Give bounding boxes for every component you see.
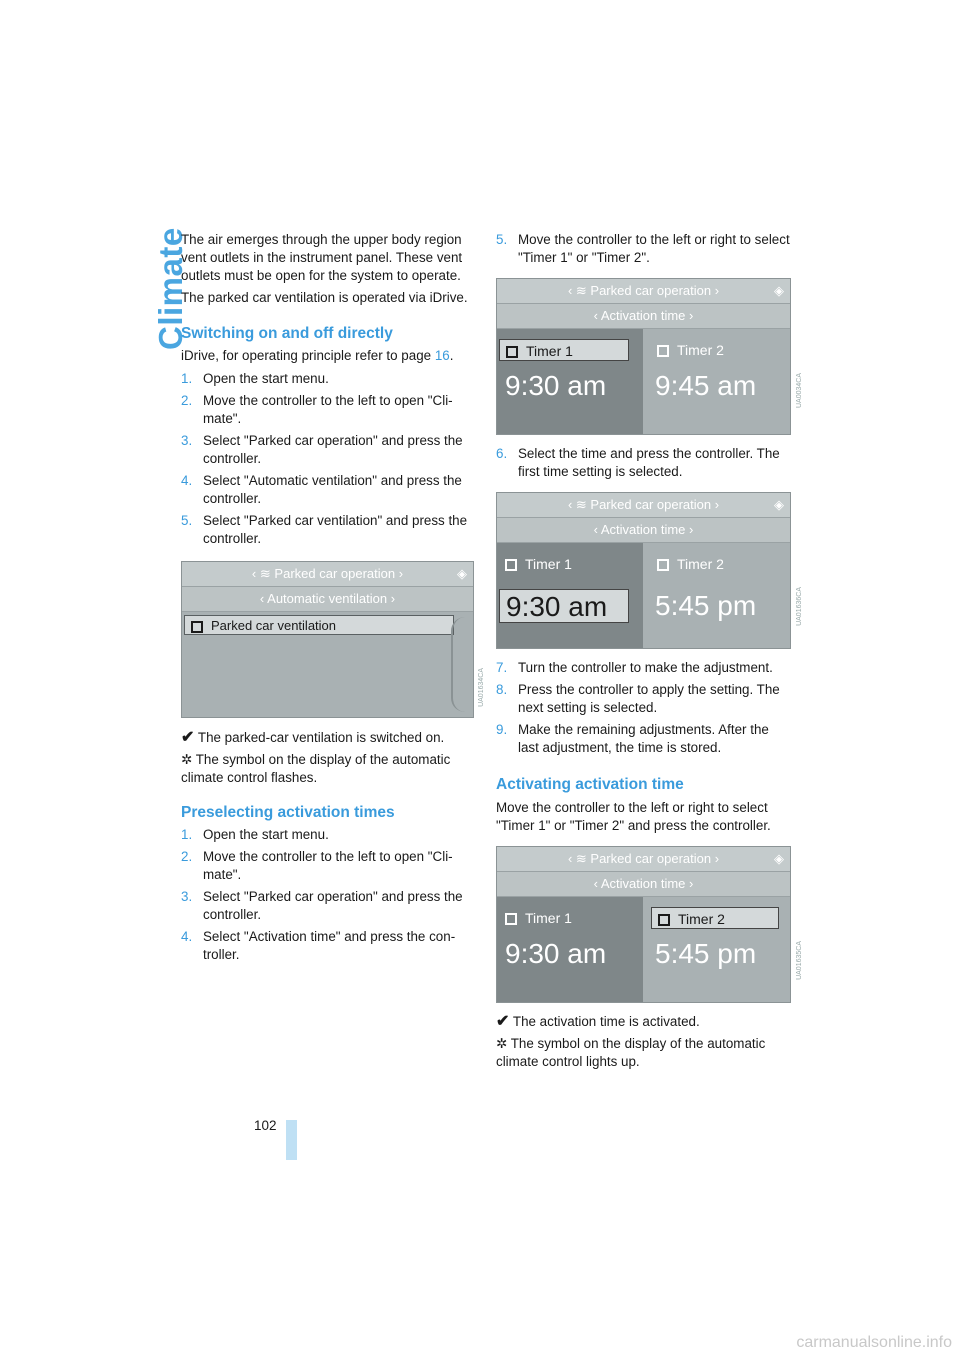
timer1-label[interactable]: Timer 1	[499, 553, 629, 575]
timer2-label[interactable]: Timer 2	[651, 907, 779, 929]
page-reference: iDrive, for operating principle refer to page 16.	[181, 348, 454, 363]
step-number: 4.	[181, 929, 193, 944]
step-text: Move the controller to the left or right to select "Timer 1" or "Timer 2".	[518, 232, 790, 265]
step-item	[181, 472, 473, 508]
step-text: Select the time and press the controller. The first time setting is selected.	[518, 446, 780, 479]
step-number: 3.	[181, 433, 193, 448]
step-number: 1.	[181, 827, 193, 842]
step-number: 5.	[496, 232, 508, 247]
step-number: 5.	[181, 513, 193, 528]
intro-paragraph: The air emerges through the upper body region vent outlets in the instrument panel. These vent outlets must be open for the system to operate.	[181, 232, 463, 283]
step-text: Select "Parked car operation" and press the controller.	[203, 433, 463, 466]
step-item	[181, 826, 473, 844]
step-item	[496, 681, 790, 717]
fan-symbol-icon: ✲	[181, 752, 193, 767]
menu-title: Parked car operation	[590, 497, 712, 512]
page-number: 102	[254, 1118, 277, 1133]
submenu-bar: ‹ Activation time ›	[497, 304, 790, 329]
note-symbol-flashes: ✲ The symbol on the display of the automatic climate control flashes.	[181, 752, 451, 785]
step-text: Select "Parked car operation" and press the controller.	[203, 889, 463, 922]
chevron-left-icon: ‹	[567, 851, 576, 866]
page-marker-bar	[286, 1120, 297, 1160]
chevron-left-icon: ‹	[567, 497, 576, 512]
timer1-label[interactable]: Timer 1	[499, 907, 629, 929]
image-code: UA01635CA	[796, 941, 803, 980]
step-number: 6.	[496, 446, 508, 461]
chevron-left-icon: ‹	[251, 566, 257, 581]
step-number: 9.	[496, 722, 508, 737]
checkbox-icon	[657, 559, 669, 571]
submenu-bar: ‹ Activation time ›	[497, 518, 790, 543]
activating-paragraph: Move the controller to the left or right to select "Timer 1" or "Timer 2" and press the controller.	[496, 800, 771, 833]
menu-bar	[182, 562, 473, 587]
step-number: 7.	[496, 660, 508, 675]
menu-item-parked-car-ventilation[interactable]: Parked car ventilation	[184, 615, 454, 635]
step-number: 2.	[181, 393, 193, 408]
scroll-arc	[451, 617, 465, 712]
chevron-right-icon: ›	[711, 497, 720, 512]
step-item	[181, 848, 473, 884]
step-number: 3.	[181, 889, 193, 904]
step-text: Move the controller to the left to open "Cli-mate".	[203, 849, 453, 882]
checkbox-icon	[505, 913, 517, 925]
chevron-right-icon: ›	[711, 851, 720, 866]
timer2-label[interactable]: Timer 2	[651, 339, 779, 361]
step-item	[181, 392, 473, 428]
controller-icon: ◈	[457, 566, 467, 581]
menu-title: Parked car operation	[274, 566, 396, 581]
section-title: Climate	[152, 227, 189, 350]
note-activated: ✔ The activation time is activated.	[496, 1013, 700, 1030]
watermark: carmanualsonline.info	[796, 1334, 952, 1351]
heading-switching: Switching on and off directly	[181, 325, 393, 342]
step-text: Press the controller to apply the setting. The next setting is selected.	[518, 682, 780, 715]
controller-icon: ◈	[774, 851, 784, 866]
submenu-bar: ‹ Activation time ›	[497, 872, 790, 897]
timer1-time[interactable]: 9:30 am	[499, 589, 629, 623]
step-text: Make the remaining adjustments. After the last adjustment, the time is stored.	[518, 722, 769, 755]
image-code: UA01636CA	[796, 587, 803, 626]
step-text: Turn the controller to make the adjustment.	[518, 660, 773, 675]
step-item	[181, 512, 473, 548]
fan-icon: ≋	[259, 566, 271, 581]
timer1-label[interactable]: Timer 1	[499, 339, 629, 361]
timer2-time[interactable]: 5:45 pm	[655, 590, 757, 621]
fan-symbol-icon: ✲	[496, 1036, 508, 1051]
intro-paragraph-2: The parked car ventilation is operated via iDrive.	[181, 290, 468, 305]
chevron-left-icon: ‹	[567, 283, 576, 298]
step-number: 8.	[496, 682, 508, 697]
step-item	[496, 445, 790, 481]
submenu-bar: ‹ Automatic ventilation ›	[182, 587, 473, 612]
chevron-right-icon: ›	[398, 566, 404, 581]
step-text: Open the start menu.	[203, 827, 329, 842]
fan-icon: ≋	[575, 497, 591, 512]
step-number: 4.	[181, 473, 193, 488]
step-text: Select "Parked car ventilation" and press the controller.	[203, 513, 468, 546]
step-item	[181, 888, 473, 924]
fan-icon: ≋	[575, 283, 591, 298]
step-text: Move the controller to the left to open "Cli-mate".	[203, 393, 453, 426]
controller-icon: ◈	[774, 283, 784, 298]
step-text: Select "Automatic ventilation" and press the controller.	[203, 473, 462, 506]
checkbox-icon	[191, 621, 203, 633]
menu-bar	[497, 847, 790, 872]
note-switched-on: ✔ The parked-car ventilation is switched on.	[181, 729, 445, 746]
checkmark-icon: ✔	[496, 1013, 510, 1030]
controller-icon: ◈	[774, 497, 784, 512]
timer2-time[interactable]: 9:45 am	[655, 370, 757, 401]
step-item	[496, 659, 790, 677]
step-number: 1.	[181, 371, 193, 386]
heading-preselecting: Preselecting activation times	[181, 804, 395, 821]
step-item	[181, 432, 473, 468]
checkmark-icon: ✔	[181, 729, 195, 746]
step-item	[181, 928, 473, 964]
timer1-time[interactable]: 9:30 am	[505, 938, 607, 969]
timer2-label[interactable]: Timer 2	[651, 553, 779, 575]
note-symbol-lights: ✲ The symbol on the display of the automatic climate control lights up.	[496, 1036, 766, 1069]
step-number: 2.	[181, 849, 193, 864]
checkbox-icon	[506, 346, 518, 358]
checkbox-icon	[658, 914, 670, 926]
step-item	[496, 721, 790, 757]
menu-title: Parked car operation	[590, 283, 712, 298]
step-item	[181, 370, 473, 388]
timer2-time[interactable]: 5:45 pm	[655, 938, 757, 969]
page-link[interactable]: 16	[434, 348, 450, 363]
checkbox-icon	[657, 345, 669, 357]
fan-icon: ≋	[575, 851, 591, 866]
step-text: Select "Activation time" and press the con-troller.	[203, 929, 456, 962]
menu-title: Parked car operation	[590, 851, 712, 866]
menu-bar	[497, 279, 790, 304]
timer1-time[interactable]: 9:30 am	[505, 370, 607, 401]
step-item	[496, 231, 790, 267]
heading-activating: Activating activation time	[496, 776, 684, 793]
step-text: Open the start menu.	[203, 371, 329, 386]
chevron-right-icon: ›	[711, 283, 720, 298]
checkbox-icon	[505, 559, 517, 571]
image-code: UA01634CA	[478, 668, 485, 707]
image-code: UA0034CA	[796, 373, 803, 409]
idrive-screen-ventilation	[181, 561, 474, 718]
menu-bar	[497, 493, 790, 518]
